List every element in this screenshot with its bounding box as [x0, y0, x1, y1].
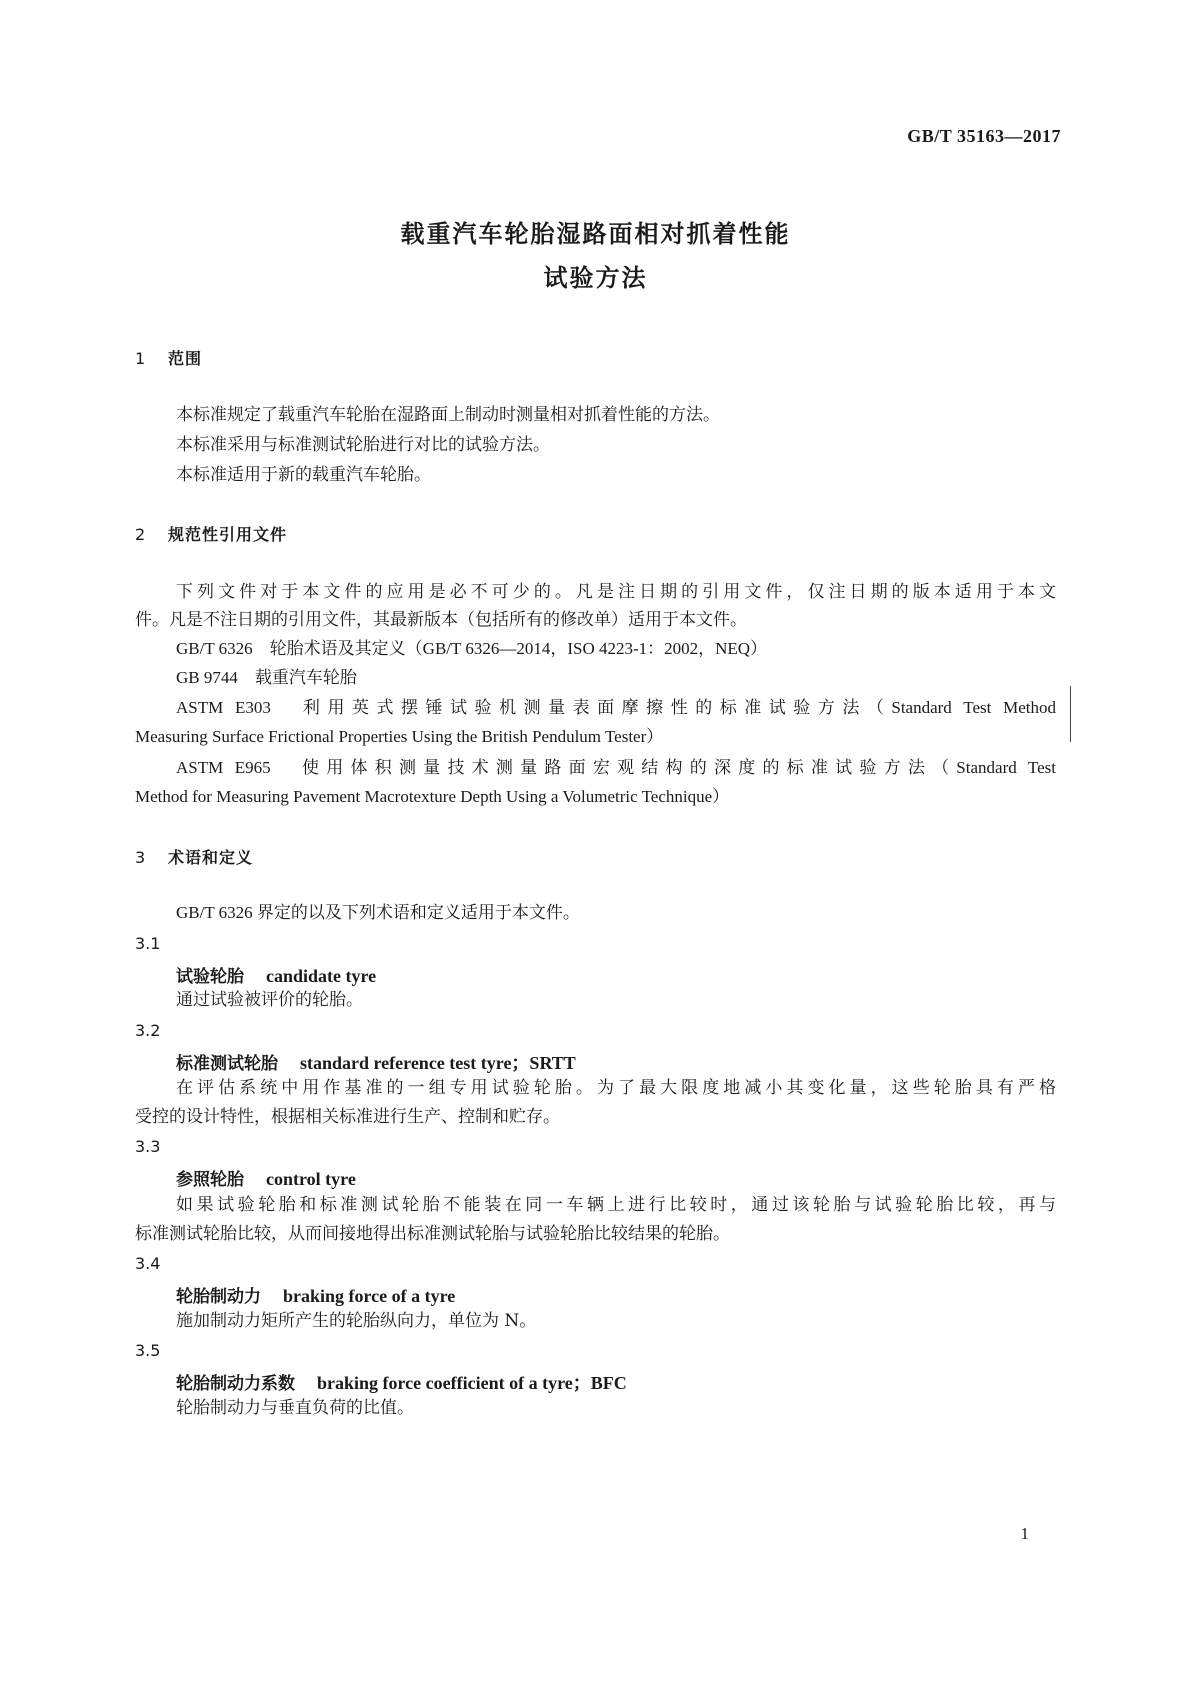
term-definition: 通过试验被评价的轮胎。: [176, 990, 363, 1010]
term-zh: 标准测试轮胎: [176, 1054, 278, 1074]
reference-item: ASTM E303 利用英式摆锤试验机测量表面摩擦性的标准试验方法（Standard Test Method: [176, 698, 1056, 717]
term-en: candidate tyre: [266, 966, 377, 986]
term-number: 3.5: [135, 1341, 161, 1360]
term-en: braking force coefficient of a tyre；BFC: [317, 1373, 627, 1393]
standard-number: GB/T 35163—2017: [907, 126, 1061, 146]
reference-item: GB/T 6326 轮胎术语及其定义（GB/T 6326—2014，ISO 4223-1：2002，NEQ）: [176, 639, 768, 658]
paragraph: 本标准采用与标准测试轮胎进行对比的试验方法。: [176, 435, 550, 455]
section-title: 术语和定义: [168, 848, 254, 867]
term-number: 3.4: [135, 1254, 161, 1273]
term-heading: [176, 1282, 455, 1307]
term-zh: 轮胎制动力系数: [176, 1374, 295, 1394]
term-definition-continuation: 标准测试轮胎比较，从而间接地得出标准测试轮胎与试验轮胎比较结果的轮胎。: [135, 1224, 730, 1244]
term-definition: 施加制动力矩所产生的轮胎纵向力，单位为 N。: [176, 1311, 537, 1331]
section-number: 3: [135, 848, 147, 867]
term-number: 3.1: [135, 934, 161, 953]
term-en: control tyre: [266, 1169, 356, 1189]
change-bar: [1070, 686, 1071, 742]
term-definition-continuation: 受控的设计特性，根据相关标准进行生产、控制和贮存。: [135, 1107, 560, 1127]
section-2-heading: [135, 522, 287, 545]
paragraph: GB/T 6326 界定的以及下列术语和定义适用于本文件。: [176, 903, 580, 922]
paragraph: 本标准适用于新的载重汽车轮胎。: [176, 465, 431, 485]
section-title: 规范性引用文件: [168, 525, 288, 544]
term-definition: 轮胎制动力与垂直负荷的比值。: [176, 1398, 414, 1418]
term-heading: [176, 1165, 356, 1190]
reference-item-continuation: Measuring Surface Frictional Properties Using the British Pendulum Tester）: [135, 727, 664, 746]
term-number: 3.2: [135, 1021, 161, 1040]
term-zh: 轮胎制动力: [176, 1287, 261, 1307]
section-number: 1: [135, 349, 147, 368]
reference-item-continuation: Method for Measuring Pavement Macrotexture Depth Using a Volumetric Technique）: [135, 787, 730, 806]
reference-item: GB 9744 载重汽车轮胎: [176, 668, 357, 687]
term-en: standard reference test tyre；SRTT: [300, 1053, 576, 1073]
term-en: braking force of a tyre: [283, 1286, 456, 1306]
term-zh: 参照轮胎: [176, 1170, 244, 1190]
page-number: 1: [1020, 1524, 1029, 1543]
section-1-heading: [135, 346, 202, 369]
document-title-line2: 试验方法: [543, 264, 648, 292]
section-number: 2: [135, 525, 147, 544]
term-number: 3.3: [135, 1137, 161, 1156]
section-title: 范围: [168, 349, 203, 368]
paragraph: 件。凡是不注日期的引用文件，其最新版本（包括所有的修改单）适用于本文件。: [135, 610, 747, 630]
document-title-line1: 载重汽车轮胎湿路面相对抓着性能: [400, 220, 791, 248]
term-zh: 试验轮胎: [176, 967, 244, 987]
term-definition: 如果试验轮胎和标准测试轮胎不能装在同一车辆上进行比较时，通过该轮胎与试验轮胎比较，再与: [176, 1195, 1056, 1215]
reference-item: ASTM E965 使用体积测量技术测量路面宏观结构的深度的标准试验方法（Standard Test: [176, 758, 1056, 777]
section-3-heading: [135, 845, 253, 868]
paragraph: 下列文件对于本文件的应用是必不可少的。凡是注日期的引用文件，仅注日期的版本适用于本文: [176, 582, 1056, 602]
term-definition: 在评估系统中用作基准的一组专用试验轮胎。为了最大限度地减小其变化量，这些轮胎具有严格: [176, 1078, 1056, 1098]
paragraph: 本标准规定了载重汽车轮胎在湿路面上制动时测量相对抓着性能的方法。: [176, 405, 720, 425]
